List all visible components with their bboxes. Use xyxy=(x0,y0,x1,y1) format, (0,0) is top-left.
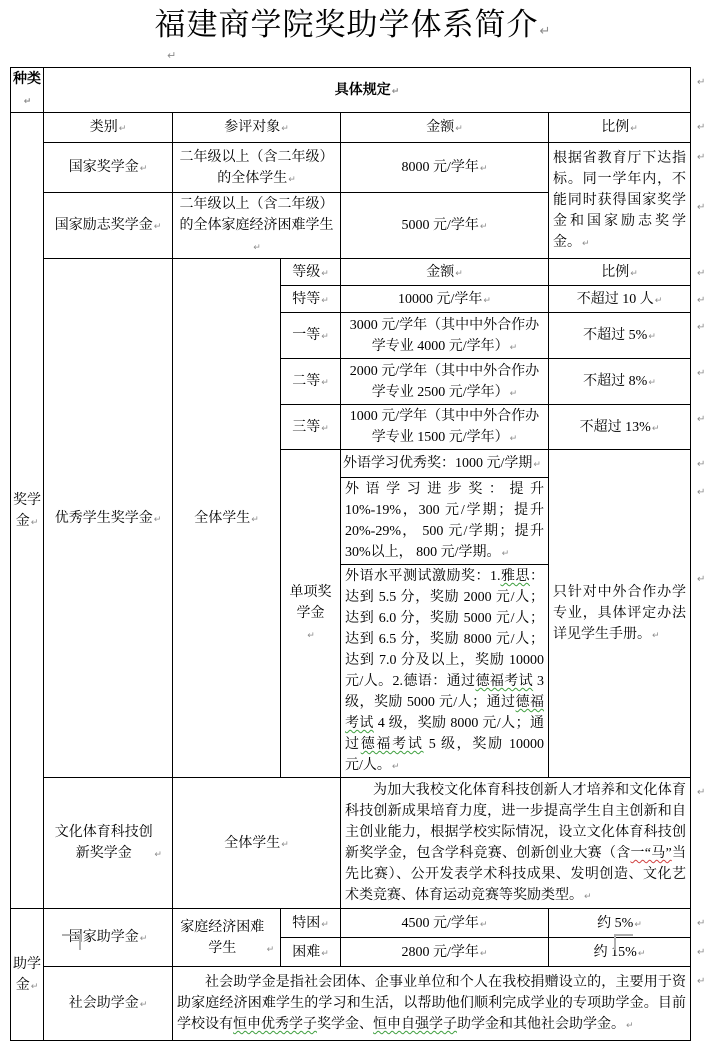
table-row xyxy=(11,68,691,113)
paragraph-mark-icon: ↵ xyxy=(697,201,706,213)
paragraph-mark-icon: ↵ xyxy=(321,332,329,342)
grade-first-amount: 3000 元/学年（其中中外合作办学专业 4000 元/学年） xyxy=(349,317,540,354)
national-grant-name: 国家助学金 xyxy=(68,930,139,945)
grade-second: 二等 xyxy=(292,374,321,389)
single-award-item-1-cell xyxy=(341,450,549,478)
paragraph-mark-icon: ↵ xyxy=(391,762,400,772)
colheader-amount-cell xyxy=(341,113,549,143)
excellent-scholarship-name-cell xyxy=(44,259,173,778)
paragraph-mark-icon: ↵ xyxy=(266,944,275,955)
paragraph-mark-icon: ↵ xyxy=(455,268,463,279)
excellent-scholarship-object: 全体学生 xyxy=(194,510,251,526)
colheader-ratio: 比例 xyxy=(601,120,630,135)
national-scholarship-object-cell xyxy=(173,143,341,193)
grant-level-2-amount: 2800 元/学年 xyxy=(401,944,479,960)
grade-special-amount: 10000 元/学年 xyxy=(398,291,483,307)
paragraph-mark-icon: ↵ xyxy=(697,321,706,333)
paragraph-mark-icon: ↵ xyxy=(321,295,329,306)
grant-level-2-amount-cell xyxy=(341,938,549,967)
word-document-page xyxy=(0,7,706,1032)
grade-third-amount: 1000 元/学年（其中中外合作办学专业 1500 元/学年） xyxy=(349,409,540,445)
culture-scholarship-description-cell xyxy=(341,778,691,909)
header-rule-cell xyxy=(44,68,691,113)
single-award-label: 单项奖学金 xyxy=(289,585,332,621)
paragraph-mark-icon: ↵ xyxy=(30,981,39,992)
paragraph-mark-icon: ↵ xyxy=(479,948,488,959)
paragraph-mark-icon: ↵ xyxy=(479,222,488,232)
grade-third-cell xyxy=(281,405,341,450)
single-award-item-3: 外语水平测试激励奖：1.雅思：达到 5.5 分，奖励 2000 元/人；达到 6.0 分，奖励 5000 元/人；达到 6.5 分，奖励 8000 元/人；达到 7.0 分及以上，奖励 10000 元/人。2.德语：通过德福考试 3 级，奖励 5000 元/人；通过德福考试 4 级，奖励 8000 元/人；通过德福考试 5 级，奖励 10000 元/人。 xyxy=(345,569,545,773)
paragraph-mark-icon: ↵ xyxy=(648,332,656,342)
page-title xyxy=(0,7,706,50)
grade-special-ratio-cell xyxy=(549,286,691,313)
national-grant-object-cell xyxy=(173,909,281,967)
paragraph-mark-icon: ↵ xyxy=(30,517,39,528)
national-grant-object: 家庭经济困难学生 xyxy=(180,919,265,956)
kind-grant-cell xyxy=(11,909,44,1041)
national-scholarship-name: 国家奖学金 xyxy=(68,160,139,175)
grant-level-1-amount: 4500 元/学年 xyxy=(401,915,479,931)
paragraph-mark-icon: ↵ xyxy=(251,514,259,525)
paragraph-mark-icon: ↵ xyxy=(697,367,706,379)
paragraph-mark-icon: ↵ xyxy=(501,549,510,559)
paragraph-mark-icon: ↵ xyxy=(697,786,706,798)
colheader-type-cell xyxy=(44,113,173,143)
paragraph-mark-icon: ↵ xyxy=(654,295,663,306)
grade-header-grade-cell xyxy=(281,259,341,286)
grant-level-2-ratio: 约 15% xyxy=(593,944,637,960)
paragraph-mark-icon: ↵ xyxy=(455,124,463,134)
single-award-label-cell xyxy=(281,450,341,778)
kind-scholarship-cell xyxy=(11,113,44,909)
header-kind-cell xyxy=(11,68,44,113)
social-grant-description: 社会助学金是指社会团体、企事业单位和个人在我校捐赠设立的，主要用于资助家庭经济困难学生的学习和生活，以帮助他们顺利完成学业的专项助学金。目前学校设有恒申优秀学子奖学金、恒申自强学子助学金和其他社会助学金。 xyxy=(177,975,687,1032)
paragraph-mark-icon: ↵ xyxy=(634,919,642,930)
kind-scholarship-label: 奖学金 xyxy=(13,492,41,529)
paragraph-mark-icon: ↵ xyxy=(153,222,162,232)
culture-scholarship-object: 全体学生 xyxy=(224,835,281,851)
grade-first-ratio-cell xyxy=(549,313,691,359)
social-grant-description-cell xyxy=(173,967,691,1041)
paragraph-mark-icon: ↵ xyxy=(321,378,329,388)
grade-first: 一等 xyxy=(292,328,321,343)
table-row xyxy=(11,778,691,909)
culture-scholarship-object-cell xyxy=(173,778,341,909)
grant-level-2: 困难 xyxy=(292,944,321,960)
page-title-text: 福建商学院奖助学体系简介 xyxy=(154,7,539,42)
paragraph-mark-icon: ↵ xyxy=(281,839,289,850)
national-scholarship-amount: 8000 元/学年 xyxy=(401,160,479,175)
grade-second-ratio: 不超过 8% xyxy=(583,374,648,389)
paragraph-mark-icon: ↵ xyxy=(626,1021,634,1031)
single-award-note-cell xyxy=(549,450,691,778)
paragraph-mark-icon: ↵ xyxy=(697,294,706,306)
national-scholarship-note: 根据省教育厅下达指标。同一学年内，不能同时获得国家奖学金和国家励志奖学金。 xyxy=(553,151,687,250)
paragraph-mark-icon: ↵ xyxy=(697,121,706,133)
paragraph-mark-icon: ↵ xyxy=(483,295,491,306)
single-award-item-2: 外语学习进步奖：提升 10%-19%，300 元/学期；提升 20%-29%， 500 元/学期；提升 30%以上， 800 元/学期。 xyxy=(345,482,544,560)
paragraph-mark-icon: ↵ xyxy=(637,948,646,959)
paragraph-mark-icon: ↵ xyxy=(154,850,162,860)
paragraph-mark-icon: ↵ xyxy=(697,946,706,958)
culture-scholarship-name-cell xyxy=(44,778,173,909)
grade-second-ratio-cell xyxy=(549,359,691,405)
paragraph-mark-icon: ↵ xyxy=(321,268,329,279)
grade-special-cell xyxy=(281,286,341,313)
grade-third-ratio-cell xyxy=(549,405,691,450)
grant-level-1-amount-cell xyxy=(341,909,549,938)
social-grant-name-cell xyxy=(44,967,173,1041)
single-award-item-2-cell xyxy=(341,478,549,565)
paragraph-mark-icon: ↵ xyxy=(479,164,488,174)
paragraph-mark-icon: ↵ xyxy=(648,378,656,388)
paragraph-mark-icon: ↵ xyxy=(697,458,706,470)
grant-level-2-cell xyxy=(281,938,341,967)
table-row xyxy=(11,113,691,143)
encourage-scholarship-name-cell xyxy=(44,193,173,259)
paragraph-mark-icon: ↵ xyxy=(288,174,296,185)
paragraph-mark-icon: ↵ xyxy=(118,124,127,134)
single-award-item-3-cell xyxy=(341,565,549,778)
paragraph-mark-icon: ↵ xyxy=(651,423,660,434)
paragraph-mark-icon: ↵ xyxy=(697,76,706,88)
paragraph-mark-icon: ↵ xyxy=(167,49,177,62)
page-margin-corner-right xyxy=(614,934,633,950)
colheader-ratio-cell xyxy=(549,113,691,143)
national-scholarship-amount-cell xyxy=(341,143,549,193)
national-scholarship-name-cell xyxy=(44,143,173,193)
kind-grant-label: 助学金 xyxy=(13,956,41,993)
paragraph-mark-icon: ↵ xyxy=(582,239,590,249)
paragraph-mark-icon: ↵ xyxy=(479,919,488,930)
paragraph-mark-icon: ↵ xyxy=(652,631,660,641)
colheader-amount: 金额 xyxy=(426,120,455,135)
culture-scholarship-description: 为加大我校文化体育科技创新人才培养和文化体育科技创新成果培育力度，进一步提高学生自主创新和自主创业能力，根据学校实际情况，设立文化体育科技创新奖学金，包含学科竞赛、创新创业大赛（含一“马”当先比赛）、公开发表学术科技成果、发明创造、文化艺术类竞赛、体育运动竞赛等奖励类型。 xyxy=(345,783,687,903)
grade-third-amount-cell xyxy=(341,405,549,450)
grade-header-amount: 金额 xyxy=(426,264,455,280)
grade-third: 三等 xyxy=(292,419,321,435)
header-rule: 具体规定 xyxy=(334,82,391,98)
grade-header-amount-cell xyxy=(341,259,549,286)
table-row xyxy=(11,259,691,286)
grade-second-amount: 2000 元/学年（其中中外合作办学专业 2500 元/学年） xyxy=(349,363,540,400)
grade-second-cell xyxy=(281,359,341,405)
grade-header-ratio-cell xyxy=(549,259,691,286)
main-table xyxy=(10,67,691,1041)
encourage-scholarship-amount: 5000 元/学年 xyxy=(401,218,479,233)
paragraph-mark-icon: ↵ xyxy=(697,413,706,425)
grade-third-ratio: 不超过 13% xyxy=(579,419,651,435)
paragraph-mark-icon: ↵ xyxy=(139,164,148,174)
paragraph-mark-icon: ↵ xyxy=(584,892,592,902)
paragraph-mark-icon: ↵ xyxy=(139,934,148,944)
grade-second-amount-cell xyxy=(341,359,549,405)
paragraph-mark-icon: ↵ xyxy=(139,1000,148,1010)
paragraph-mark-icon: ↵ xyxy=(539,24,552,39)
paragraph-mark-icon: ↵ xyxy=(697,975,706,987)
grade-first-amount-cell xyxy=(341,313,549,359)
paragraph-mark-icon: ↵ xyxy=(153,514,162,525)
header-kind: 种类 xyxy=(13,72,41,87)
single-award-item-1: 外语学习优秀奖：1000 元/学期 xyxy=(343,456,533,471)
single-award-note: 只针对中外合作办学专业，具体评定办法详见学生手册。 xyxy=(553,585,687,642)
grant-level-1: 特困 xyxy=(292,915,321,931)
grant-level-1-ratio: 约 5% xyxy=(597,915,634,931)
paragraph-mark-icon: ↵ xyxy=(391,86,400,97)
encourage-scholarship-name: 国家励志奖学金 xyxy=(54,218,153,233)
paragraph-mark-icon: ↵ xyxy=(697,267,706,279)
grade-special-amount-cell xyxy=(341,286,549,313)
paragraph-mark-icon: ↵ xyxy=(697,573,706,585)
table-row xyxy=(11,909,691,938)
colheader-object: 参评对象 xyxy=(224,120,281,135)
paragraph-mark-icon: ↵ xyxy=(697,486,706,498)
grade-first-ratio: 不超过 5% xyxy=(583,328,648,343)
grade-header-ratio: 比例 xyxy=(601,264,630,280)
grade-special-ratio: 不超过 10 人 xyxy=(576,291,654,307)
grade-header-grade: 等级 xyxy=(292,264,321,280)
excellent-scholarship-name: 优秀学生奖学金 xyxy=(54,510,153,526)
paragraph-mark-icon: ↵ xyxy=(697,917,706,929)
paragraph-mark-icon: ↵ xyxy=(630,268,638,279)
paragraph-mark-icon: ↵ xyxy=(281,124,289,134)
paragraph-mark-icon: ↵ xyxy=(630,124,638,134)
paragraph-mark-icon: ↵ xyxy=(321,423,329,434)
encourage-scholarship-amount-cell xyxy=(341,193,549,259)
grade-special: 特等 xyxy=(292,291,321,307)
table-row xyxy=(11,967,691,1041)
colheader-object-cell xyxy=(173,113,341,143)
national-scholarship-object: 二年级以上（含二年级）的全体学生 xyxy=(179,149,334,186)
national-scholarship-note-cell xyxy=(549,143,691,259)
paragraph-mark-icon: ↵ xyxy=(321,948,329,959)
grade-first-cell xyxy=(281,313,341,359)
paragraph-mark-icon: ↵ xyxy=(321,919,329,930)
culture-scholarship-name: 文化体育科技创新奖学金 xyxy=(54,825,153,861)
table-row xyxy=(11,143,691,193)
paragraph-mark-icon: ↵ xyxy=(509,342,518,353)
paragraph-mark-icon: ↵ xyxy=(509,434,518,444)
page-margin-corner-left xyxy=(62,934,81,950)
paragraph-mark-icon: ↵ xyxy=(533,460,541,470)
paragraph-mark-icon: ↵ xyxy=(23,97,32,107)
social-grant-name: 社会助学金 xyxy=(68,996,139,1011)
paragraph-mark-icon: ↵ xyxy=(307,631,315,641)
colheader-type: 类别 xyxy=(89,120,118,135)
encourage-scholarship-object-cell xyxy=(173,193,341,259)
paragraph-mark-icon: ↵ xyxy=(697,151,706,163)
encourage-scholarship-object: 二年级以上（含二年级）的全体家庭经济困难学生 xyxy=(179,197,334,233)
grant-level-1-cell xyxy=(281,909,341,938)
excellent-scholarship-object-cell xyxy=(173,259,281,778)
paragraph-mark-icon: ↵ xyxy=(253,243,261,253)
paragraph-mark-icon: ↵ xyxy=(509,388,518,399)
